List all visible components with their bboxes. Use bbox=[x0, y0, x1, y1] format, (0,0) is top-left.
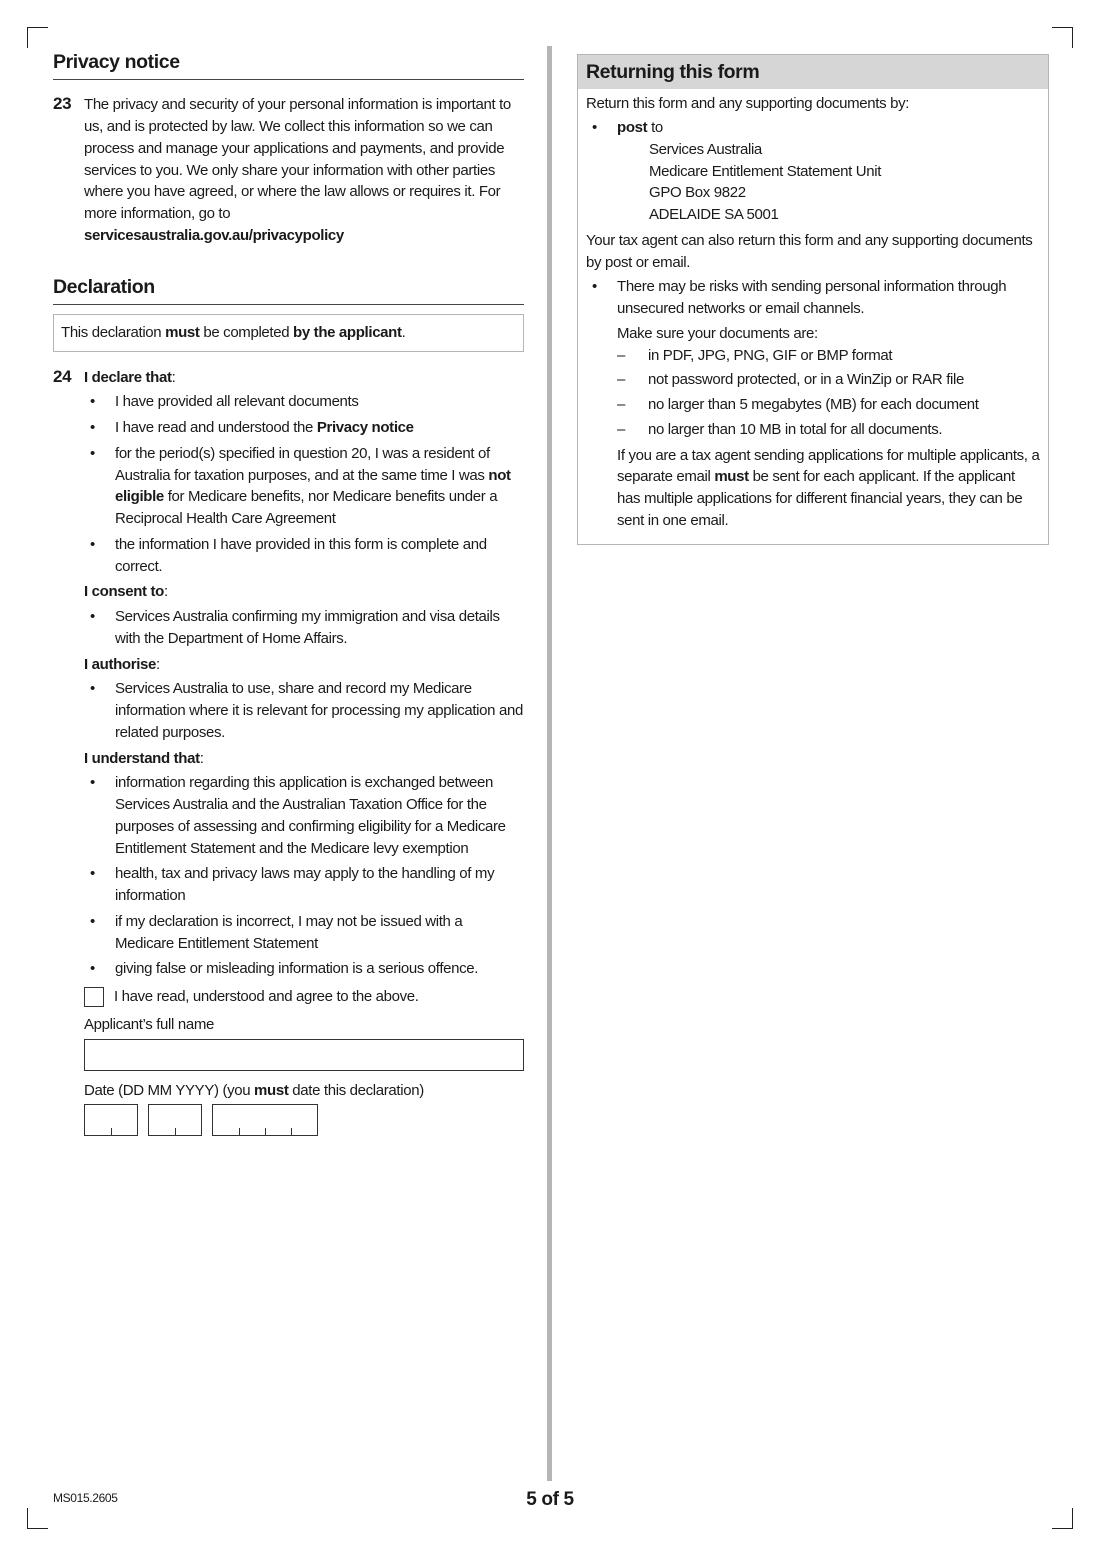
make-sure-text: Make sure your documents are: bbox=[617, 324, 818, 342]
document-rules bbox=[617, 345, 1040, 441]
list-item: – no larger than 5 megabytes (MB) for each document bbox=[617, 394, 1040, 416]
tax-agent-text: Your tax agent can also return this form and any supporting documents by post or email. bbox=[586, 231, 1033, 271]
declaration-heading: Declaration bbox=[53, 271, 524, 305]
form-code: MS015.2605 bbox=[53, 1491, 118, 1505]
list-item: • for the period(s) specified in question 20, I was a resident of Australia for taxation purposes, and at the same time I was not eligible for Medicare benefits, nor Medicare benefits under a Reciprocal Health Care Agreement bbox=[84, 443, 524, 530]
question-number: 24 bbox=[53, 366, 72, 386]
privacy-link[interactable]: servicesaustralia.gov.au/privacypolicy bbox=[84, 226, 344, 244]
crop-mark-top-right bbox=[1052, 27, 1073, 48]
privacy-notice-heading: Privacy notice bbox=[53, 46, 524, 80]
declare-list bbox=[84, 391, 524, 577]
multiple-applicants-text: If you are a tax agent sending applications for multiple applicants, a separate email must be sent for each applicant. If the applicant has multiple applications for different financial years, they can be sent in one email. bbox=[617, 446, 1040, 529]
declaration-note: This declaration must be completed by the applicant. bbox=[53, 314, 524, 352]
authorise-list bbox=[84, 678, 524, 743]
declare-heading: I declare that: bbox=[84, 368, 176, 386]
list-item: • Services Australia to use, share and record my Medicare information where it is relevant for processing my application and related purposes. bbox=[84, 678, 524, 743]
returning-form-box bbox=[577, 54, 1049, 545]
question-24 bbox=[53, 367, 524, 1137]
full-name-label: Applicant’s full name bbox=[84, 1015, 214, 1033]
list-item: • I have read and understood the Privacy notice bbox=[84, 417, 524, 439]
understand-list bbox=[84, 772, 524, 980]
question-number: 23 bbox=[53, 94, 72, 114]
date-day-field[interactable] bbox=[84, 1104, 138, 1136]
date-year-field[interactable] bbox=[212, 1104, 318, 1136]
understand-heading: I understand that: bbox=[84, 749, 204, 767]
list-item: – no larger than 10 MB in total for all documents. bbox=[617, 419, 1040, 441]
authorise-heading: I authorise: bbox=[84, 655, 160, 673]
list-item: • the information I have provided in this form is complete and correct. bbox=[84, 534, 524, 578]
list-item: • information regarding this application is exchanged between Services Australia and the Australian Taxation Office for the purposes of assessing and confirming eligibility for a Medicare Entitlement Statement and the Medicare levy exemption bbox=[84, 772, 524, 859]
postal-address: Services Australia Medicare Entitlement Statement Unit GPO Box 9822 ADELAIDE SA 5001 bbox=[649, 140, 882, 224]
returning-intro: Return this form and any supporting documents by: bbox=[586, 95, 910, 113]
email-list bbox=[586, 276, 1040, 531]
question-23 bbox=[53, 94, 524, 246]
left-column bbox=[53, 46, 524, 1136]
list-item: • Services Australia confirming my immigration and visa details with the Department of Home Affairs. bbox=[84, 606, 524, 650]
agree-checkbox[interactable] bbox=[84, 987, 104, 1007]
returning-body bbox=[578, 89, 1048, 543]
list-item: – in PDF, JPG, PNG, GIF or BMP format bbox=[617, 345, 1040, 367]
full-name-field[interactable] bbox=[84, 1039, 524, 1071]
page-number: 5 of 5 bbox=[526, 1489, 574, 1510]
post-list bbox=[586, 117, 1040, 226]
privacy-text: The privacy and security of your personal information is important to us, and is protected by law. We collect this information so we can process and manage your applications and payments, and provide services to you. We only share your information with other parties where you have agreed, or where the law allows or requires it. For more information, go to servicesaustralia.gov.au/privacypolicy bbox=[84, 94, 524, 246]
consent-list bbox=[84, 606, 524, 650]
list-item: • health, tax and privacy laws may apply to the handling of my information bbox=[84, 863, 524, 907]
agree-label: I have read, understood and agree to the above. bbox=[114, 988, 419, 1006]
date-label: Date (DD MM YYYY) (you must date this declaration) bbox=[84, 1081, 424, 1099]
list-item: • There may be risks with sending personal information through unsecured networks or email channels. Make sure your documents are: – in PDF, JPG, PNG, GIF or BMP format – not password protected, or in a WinZip or RAR file – no larger than 5 megabytes (MB) for each document – no larger than 10 MB in total for all documents. If you are a tax agent sending applications for multiple applicants, a separate email must be sent for each applicant. If the applicant has multiple applications for different financial years, they can be sent in one email. bbox=[586, 276, 1040, 531]
list-item: • post to Services Australia Medicare Entitlement Statement Unit GPO Box 9822 ADELAIDE SA 5001 bbox=[586, 117, 1040, 226]
date-month-field[interactable] bbox=[148, 1104, 202, 1136]
date-field bbox=[84, 1104, 524, 1136]
list-item: • I have provided all relevant documents bbox=[84, 391, 524, 413]
consent-heading: I consent to: bbox=[84, 583, 168, 601]
column-divider bbox=[547, 46, 552, 1481]
list-item: • giving false or misleading information is a serious offence. bbox=[84, 958, 524, 980]
right-column bbox=[577, 54, 1049, 545]
returning-heading: Returning this form bbox=[578, 55, 1048, 89]
list-item: – not password protected, or in a WinZip or RAR file bbox=[617, 369, 1040, 391]
agree-checkbox-row bbox=[84, 986, 524, 1008]
list-item: • if my declaration is incorrect, I may not be issued with a Medicare Entitlement Statement bbox=[84, 911, 524, 955]
crop-mark-top-left bbox=[27, 27, 48, 48]
